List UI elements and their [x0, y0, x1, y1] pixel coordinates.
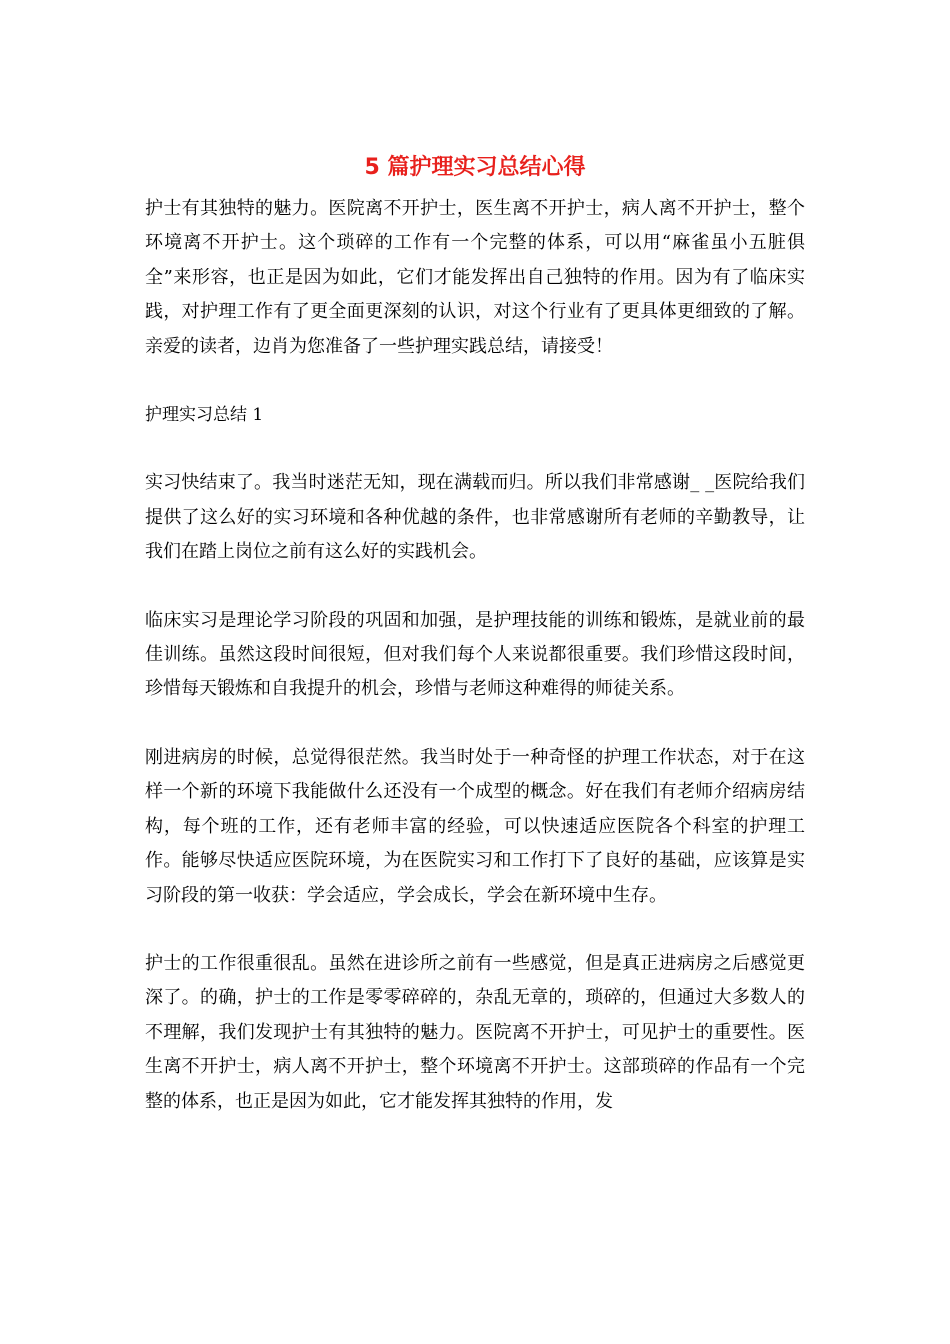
document-body: [145, 192, 805, 1119]
paragraph-spacer: [145, 707, 805, 741]
paragraph-spacer: [145, 364, 805, 398]
body-paragraph: 实习快结束了。我当时迷茫无知，现在满载而归。所以我们非常感谢_ _医院给我们提供了这么好的实习环境和各种优越的条件，也非常感谢所有老师的辛勤教导，让我们在踏上岗位之前有这么好的实践机会。: [145, 472, 805, 563]
section-heading: 护理实习总结 1: [145, 405, 264, 426]
paragraph-spacer: [145, 432, 805, 466]
document-title: 5 篇护理实习总结心得: [364, 155, 586, 180]
paragraph-spacer: [145, 913, 805, 947]
paragraph-spacer: [145, 570, 805, 604]
body-paragraph: 护士的工作很重很乱。虽然在进诊所之前有一些感觉，但是真正进病房之后感觉更深了。的确，护士的工作是零零碎碎的，杂乱无章的，琐碎的，但通过大多数人的不理解，我们发现护士有其独特的魅力。医院离不开护士，可见护士的重要性。医生离不开护士，病人离不开护士，整个环境离不开护士。这部琐碎的作品有一个完整的体系，也正是因为如此，它才能发挥其独特的作用，发: [145, 952, 805, 1112]
body-paragraph: 临床实习是理论学习阶段的巩固和加强，是护理技能的训练和锻炼，是就业前的最佳训练。虽然这段时间很短，但对我们每个人来说都很重要。我们珍惜这段时间，珍惜每天锻炼和自我提升的机会，珍惜与老师这种难得的师徒关系。: [145, 609, 805, 700]
intro-paragraph: 护士有其独特的魅力。医院离不开护士，医生离不开护士，病人离不开护士，整个环境离不开护士。这个琐碎的工作有一个完整的体系，可以用“麻雀虽小五脏俱全”来形容，也正是因为如此，它们才能发挥出自己独特的作用。因为有了临床实践，对护理工作有了更全面更深刻的认识，对这个行业有了更具体更细致的了解。亲爱的读者，边肖为您准备了一些护理实践总结，请接受！: [145, 198, 805, 357]
body-paragraph: 刚进病房的时候，总觉得很茫然。我当时处于一种奇怪的护理工作状态，对于在这样一个新的环境下我能做什么还没有一个成型的概念。好在我们有老师介绍病房结构，每个班的工作，还有老师丰富的经验，可以快速适应医院各个科室的护理工作。能够尽快适应医院环境，为在医院实习和工作打下了良好的基础，应该算是实习阶段的第一收获：学会适应，学会成长，学会在新环境中生存。: [145, 746, 805, 906]
